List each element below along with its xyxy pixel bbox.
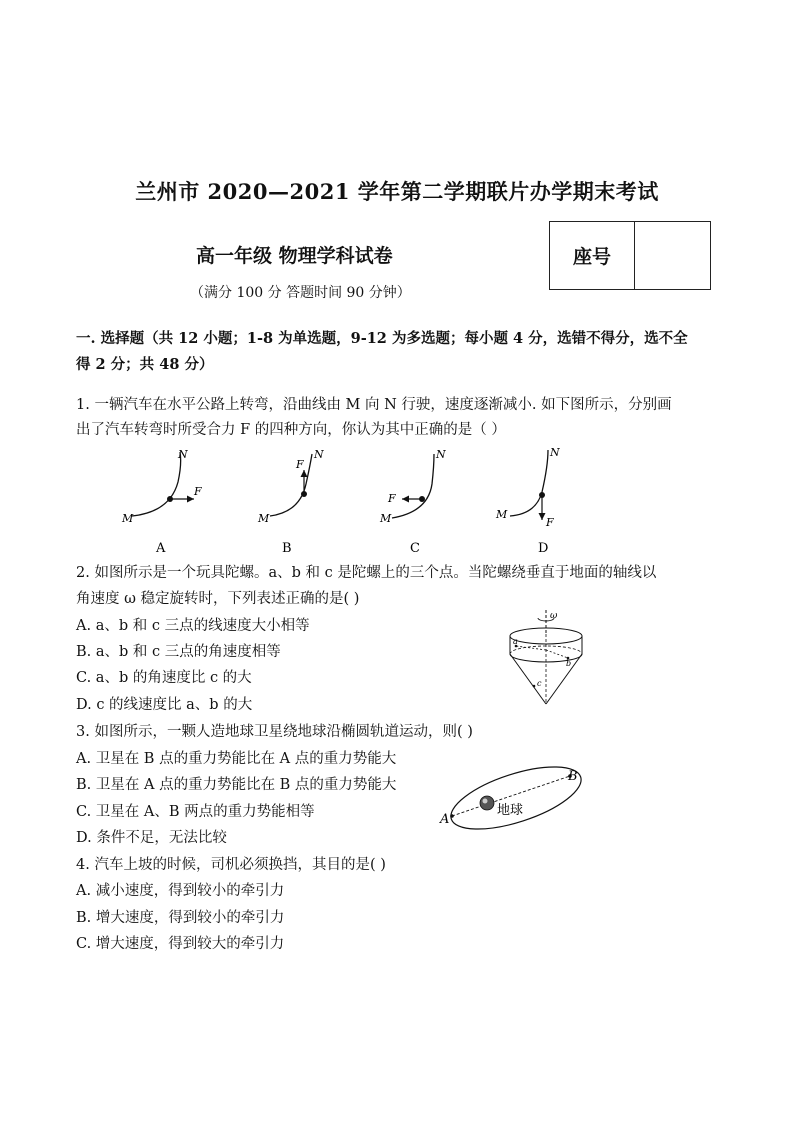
q1-d-label: D [538,541,549,556]
q1-b-label: B [282,541,292,556]
q4-option-a: A. 减小速度，得到较小的牵引力 [76,883,285,899]
q1-b-label-f: F [296,458,304,471]
q1-b-label-m: M [258,512,270,525]
q3-label-b: B [568,769,578,784]
q1-c-label: C [410,541,420,556]
q2-label-omega: ω [550,611,558,621]
q1-c-label-m: M [380,512,392,525]
q1-c-label-f: F [388,492,396,505]
q3-option-c: C. 卫星在 A、B 两点的重力势能相等 [76,804,315,820]
q1-a-label-n: N [178,448,188,461]
q1-a-label: A [156,541,166,556]
q3-option-a: A. 卫星在 B 点的重力势能比在 A 点的重力势能大 [76,751,397,767]
q1-stem-line1: 1. 一辆汽车在水平公路上转弯，沿曲线由 M 向 N 行驶，速度逐渐减小. 如下图所示，分别画 [76,397,672,413]
seat-number-box [549,221,711,290]
q2-label-b: b [566,659,572,668]
q1-c-label-n: N [436,448,446,461]
q1-d-label-n: N [550,446,560,459]
seat-label: 座号 [550,222,635,289]
section-heading-line1: 一. 选择题（共 12 小题；1-8 为单选题，9-12 为多选题；每小题 4 分，选错不得分，选不全 [76,330,688,347]
q2-top-figure [500,606,610,710]
q1-a-label-m: M [122,512,134,525]
q2-label-a: a [513,637,518,646]
q3-label-earth: 地球 [497,803,524,818]
q3-orbit-figure [436,760,596,832]
q4-option-b: B. 增大速度，得到较小的牵引力 [76,910,285,926]
q1-d-label-f: F [546,516,554,529]
q1-a-label-f: F [194,485,202,498]
q4-stem: 4. 汽车上坡的时候，司机必须换挡，其目的是( ) [76,857,386,873]
seat-value[interactable] [635,222,710,289]
exam-note: （满分 100 分 答题时间 90 分钟） [190,285,411,301]
q3-option-b: B. 卫星在 A 点的重力势能比在 B 点的重力势能大 [76,777,397,793]
q3-stem: 3. 如图所示，一颗人造地球卫星绕地球沿椭圆轨道运动，则( ) [76,724,473,740]
section-heading-line2: 得 2 分；共 48 分） [76,356,214,373]
q2-label-c: c [537,679,542,688]
q2-stem-line1: 2. 如图所示是一个玩具陀螺。a、b 和 c 是陀螺上的三个点。当陀螺绕垂直于地面的轴线以 [76,565,657,581]
q1-figure-a [121,448,202,556]
q2-option-d: D. c 的线速度比 a、b 的大 [76,697,253,713]
q1-figure-d [495,446,560,556]
q2-option-a: A. a、b 和 c 三点的线速度大小相等 [76,618,310,634]
exam-title: 兰州市 2020—2021 学年第二学期联片办学期末考试 [135,179,659,204]
q1-stem-line2: 出了汽车转弯时所受合力 F 的四种方向，你认为其中正确的是（ ） [76,422,506,438]
q2-option-c: C. a、b 的角速度比 c 的大 [76,670,252,686]
q1-b-label-n: N [314,448,324,461]
q2-stem-line2: 角速度 ω 稳定旋转时，下列表述正确的是( ) [76,591,360,607]
q3-option-d: D. 条件不足，无法比较 [76,830,227,846]
q1-figure-b [257,448,324,556]
q3-label-a: A [440,812,450,827]
q4-option-c: C. 增大速度，得到较大的牵引力 [76,936,285,952]
exam-subtitle: 高一年级 物理学科试卷 [196,245,393,267]
q1-figure-c [379,448,446,556]
q2-option-b: B. a、b 和 c 三点的角速度相等 [76,644,281,660]
q1-figures [100,440,620,560]
q1-d-label-m: M [496,508,508,521]
